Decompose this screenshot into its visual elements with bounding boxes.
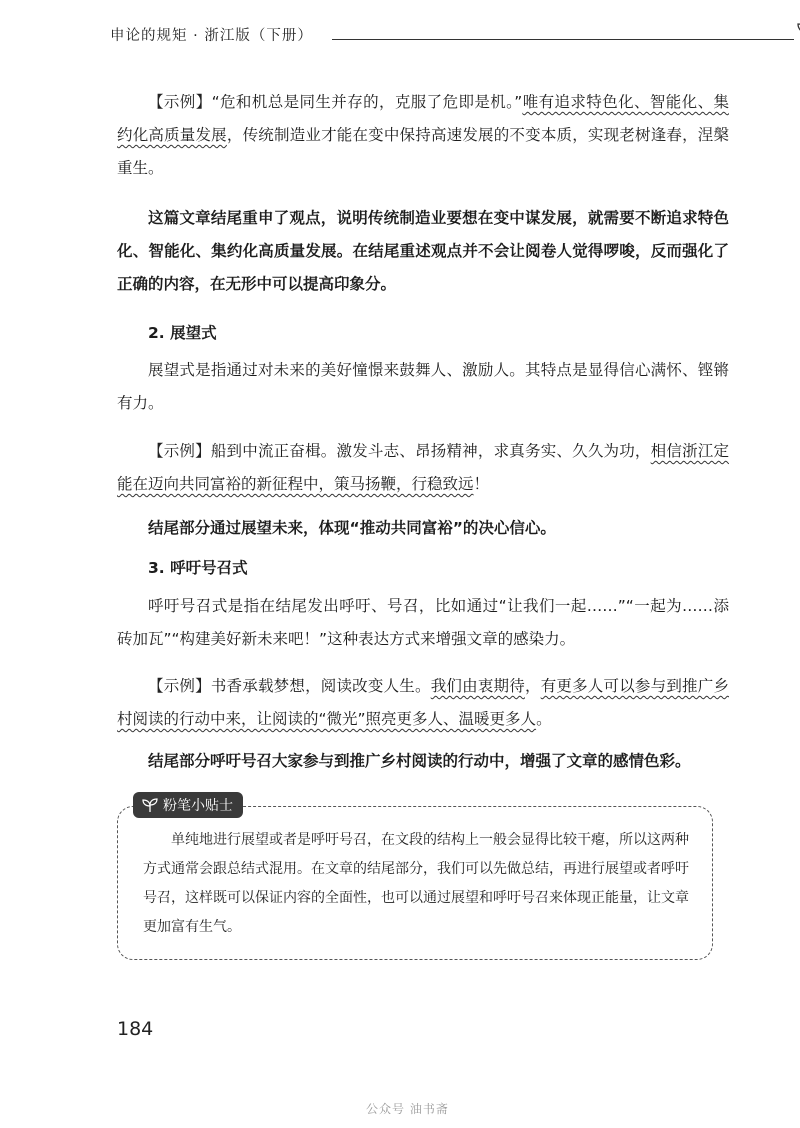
example-paragraph-3 bbox=[117, 670, 729, 736]
example-text: 书香承载梦想，阅读改变人生。 bbox=[210, 677, 431, 695]
example-text: ，传统制造业才能在变中保持高速发展的不变本质，实现老树逢春，涅槃重生。 bbox=[117, 126, 729, 177]
definition-paragraph-2: 展望式是指通过对未来的美好憧憬来鼓舞人、激励人。其特点是显得信心满怀、铿锵有力。 bbox=[117, 361, 729, 412]
underlined-text: 有更多人可以参与到推广乡村阅读的行动中来，让阅读的“微光”照亮更多人、温暖更多人 bbox=[117, 677, 729, 728]
tip-text: 单纯地进行展望或者是呼吁号召，在文段的结构上一般会显得比较干瘪，所以这两种方式通常会跟总结式混用。在文章的结尾部分，我们可以先做总结，再进行展望或者呼吁号召，这样既可以保证内容的全面性，也可以通过展望和呼吁号召来体现正能量，让文章更加富有生气。 bbox=[143, 832, 689, 935]
page-number: 184 bbox=[117, 1018, 154, 1040]
underlined-text: 我们由衷期待 bbox=[430, 677, 525, 695]
analysis-paragraph-1: 这篇文章结尾重申了观点，说明传统制造业要想在变中谋发展，就需要不断追求特色化、智能化、集约化高质量发展。在结尾重述观点并不会让阅卷人觉得啰唆，反而强化了正确的内容，在无形中可以提高印象分。 bbox=[117, 209, 729, 293]
underlined-text: 相信浙江定能在迈向共同富裕的新征程中，策马扬鞭，行稳致远 bbox=[117, 442, 729, 493]
example-paragraph-2 bbox=[117, 435, 729, 501]
example-tag: 【示例】 bbox=[148, 442, 211, 460]
tip-label bbox=[133, 792, 243, 818]
example-text: “危和机总是同生并存的，克服了危即是机。” bbox=[211, 93, 523, 111]
example-text: 。 bbox=[536, 710, 552, 728]
footer-scribble: 公众号 油书斋 bbox=[366, 1102, 449, 1116]
analysis-paragraph-2: 结尾部分通过展望未来，体现“推动共同富裕”的决心信心。 bbox=[148, 519, 556, 537]
example-tag: 【示例】 bbox=[148, 677, 211, 695]
running-header bbox=[110, 20, 710, 50]
sprout-icon bbox=[141, 798, 159, 812]
book-title: 申论的规矩 · 浙江版（下册） bbox=[110, 28, 313, 44]
analysis-paragraph-3: 结尾部分呼吁号召大家参与到推广乡村阅读的行动中，增强了文章的感情色彩。 bbox=[148, 752, 691, 770]
example-paragraph-1 bbox=[117, 86, 729, 185]
section-heading-3: 3. 呼吁号召式 bbox=[148, 559, 248, 577]
example-text: 船到中流正奋楫。激发斗志、昂扬精神，求真务实、久久为功， bbox=[210, 442, 651, 460]
definition-paragraph-3: 呼吁号召式是指在结尾发出呼吁、号召，比如通过“让我们一起……”“一起为……添砖加瓦”“构建美好新未来吧！”这种表达方式来增强文章的感染力。 bbox=[117, 597, 729, 648]
example-text: ！ bbox=[473, 475, 490, 493]
tip-label-text: 粉笔小贴士 bbox=[163, 798, 233, 814]
header-rule bbox=[332, 39, 794, 40]
example-tag: 【示例】 bbox=[148, 93, 212, 111]
example-text: ， bbox=[524, 677, 541, 695]
section-heading-2: 2. 展望式 bbox=[148, 324, 217, 342]
sprout-icon bbox=[794, 20, 800, 48]
underlined-text: 唯有追求特色化、智能化、集约化高质量发展 bbox=[117, 93, 729, 144]
